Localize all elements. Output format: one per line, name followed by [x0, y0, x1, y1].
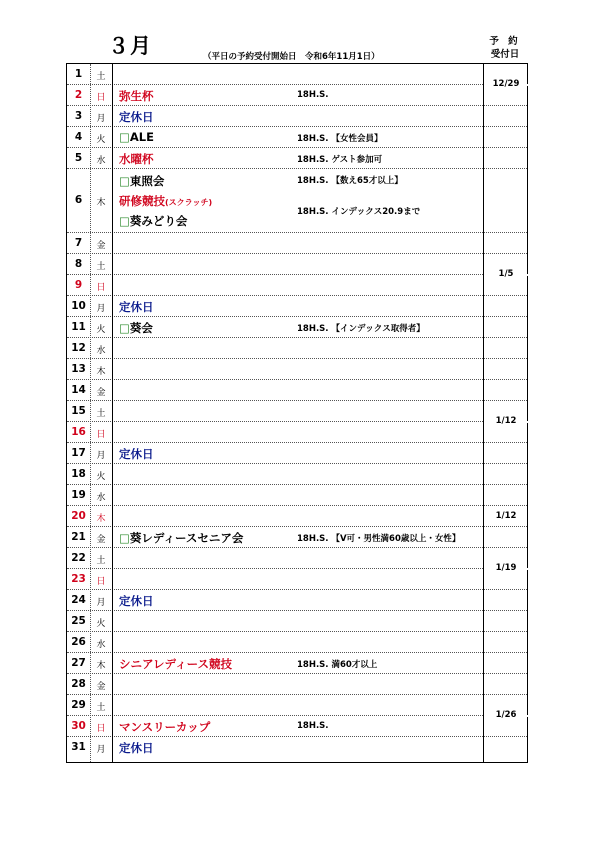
event-name: [119, 213, 187, 229]
event-note: 18H.S. 満60才以上: [297, 659, 378, 670]
checkbox-icon: □: [119, 530, 130, 545]
event-name: [119, 320, 153, 336]
calendar-row: [67, 359, 527, 380]
calendar-row: [67, 548, 527, 569]
calendar-row: [67, 443, 527, 464]
calendar-row: [67, 464, 527, 485]
weekday: 水: [96, 492, 106, 503]
event-note: 18H.S.: [297, 89, 329, 100]
calendar-row: [67, 317, 527, 338]
event-note: 18H.S. 【V可・男性満60歳以上・女性】: [297, 533, 461, 544]
event-label: シニアレディース競技: [119, 656, 233, 671]
event-name: [119, 530, 243, 546]
day-number: 26: [71, 635, 86, 648]
event-label: 葵会: [129, 320, 153, 335]
calendar-row: [67, 127, 527, 148]
booking-start-note: （平日の予約受付開始日 令和6年11月1日）: [203, 52, 380, 62]
calendar-row: [67, 296, 527, 317]
event-sublabel: (スクラッチ): [165, 198, 213, 207]
day-number: 15: [71, 404, 86, 417]
weekday: 日: [96, 723, 106, 734]
day-number: 1: [74, 67, 83, 80]
event-note: 18H.S. 【女性会員】: [297, 133, 383, 144]
day-number: 4: [74, 130, 83, 143]
day-number: 3: [74, 109, 83, 122]
event-note: 18H.S.: [297, 720, 329, 731]
day-number: 24: [71, 593, 86, 606]
weekday: 水: [96, 639, 106, 650]
day-number: 14: [71, 383, 86, 396]
reservation-header-line1: 予 約: [489, 36, 521, 47]
event-label: 定休日: [119, 740, 154, 755]
event-label: 定休日: [119, 109, 154, 124]
weekday: 火: [96, 618, 106, 629]
day-number: 6: [74, 194, 83, 206]
column-divider: [112, 64, 113, 762]
event-name: [119, 740, 154, 756]
weekday: 金: [96, 534, 106, 545]
weekday: 木: [96, 366, 106, 377]
day-number: 25: [71, 614, 86, 627]
calendar-row: [67, 254, 527, 275]
reservation-date: 1/12: [495, 416, 517, 426]
weekday: 月: [96, 113, 106, 124]
calendar-row: [67, 737, 527, 758]
reservation-date: 1/12: [495, 510, 517, 521]
calendar-row: [67, 338, 527, 359]
weekday: 日: [96, 282, 106, 293]
day-number: 7: [74, 236, 83, 249]
event-label: 葵レディースセニア会: [129, 530, 244, 545]
weekday: 木: [96, 198, 106, 208]
calendar-row: [67, 148, 527, 169]
day-number: 12: [71, 341, 86, 354]
day-number: 19: [71, 488, 86, 501]
weekday: 金: [96, 681, 106, 692]
page-title: ３月: [108, 34, 152, 58]
event-name: [119, 446, 154, 462]
day-number: 27: [71, 656, 86, 669]
day-number: 21: [71, 530, 86, 543]
weekday: 火: [96, 471, 106, 482]
calendar-row: [67, 527, 527, 548]
calendar-row: [67, 64, 527, 85]
event-label: 水曜杯: [119, 151, 154, 166]
event-name: [119, 656, 232, 672]
weekday: 土: [96, 408, 106, 419]
event-label: 定休日: [119, 299, 154, 314]
day-number: 20: [71, 509, 86, 522]
calendar-row: [67, 401, 527, 422]
weekday: 月: [96, 450, 106, 461]
checkbox-icon: □: [119, 129, 130, 144]
checkbox-icon: □: [119, 174, 130, 188]
calendar-row: [67, 169, 527, 233]
day-number: 9: [74, 278, 83, 291]
event-name: [119, 130, 154, 144]
event-note: 18H.S. ゲスト参加可: [297, 154, 383, 165]
checkbox-icon: □: [119, 214, 130, 228]
reservation-date: 12/29: [492, 79, 520, 89]
checkbox-icon: □: [119, 320, 130, 335]
weekday: 土: [96, 71, 106, 82]
calendar-row: [67, 716, 527, 737]
weekday: 月: [96, 303, 106, 314]
reservation-date: 1/26: [495, 710, 517, 720]
column-divider: [483, 64, 484, 762]
day-number: 16: [71, 425, 86, 438]
event-label: 研修競技: [119, 194, 165, 208]
event-name: [119, 88, 154, 104]
weekday: 土: [96, 702, 106, 713]
calendar-row: [67, 275, 527, 296]
event-name: [119, 173, 164, 189]
event-label: マンスリーカップ: [119, 719, 211, 734]
weekday: 金: [96, 387, 106, 398]
weekday: 火: [96, 134, 106, 145]
event-note: 18H.S. 【インデックス取得者】: [297, 323, 425, 334]
event-name: [119, 299, 154, 315]
calendar-row: [67, 569, 527, 590]
column-divider: [90, 64, 91, 762]
day-number: 10: [71, 299, 86, 312]
event-name: [119, 593, 154, 609]
weekday: 土: [96, 555, 106, 566]
weekday: 木: [96, 660, 106, 671]
weekday: 日: [96, 576, 106, 587]
reservation-date: 1/19: [495, 563, 517, 573]
day-number: 17: [71, 446, 86, 459]
event-name: [119, 109, 154, 125]
event-name: [119, 151, 154, 167]
calendar-row: [67, 106, 527, 127]
calendar-row: [67, 632, 527, 653]
weekday: 月: [96, 744, 106, 755]
calendar-row: [67, 695, 527, 716]
weekday: 土: [96, 261, 106, 272]
event-note: 18H.S. インデックス20.9まで: [297, 207, 421, 217]
weekday: 木: [96, 513, 106, 524]
calendar-row: [67, 485, 527, 506]
day-number: 5: [74, 151, 83, 164]
day-number: 2: [74, 88, 83, 101]
weekday: 日: [96, 429, 106, 440]
weekday: 金: [96, 240, 106, 251]
calendar-row: [67, 611, 527, 632]
day-number: 13: [71, 362, 86, 375]
event-label: 弥生杯: [119, 88, 154, 103]
calendar-row: [67, 674, 527, 695]
weekday: 水: [96, 155, 106, 166]
event-note: 18H.S. 【数え65才以上】: [297, 176, 403, 186]
weekday: 日: [96, 92, 106, 103]
calendar-row: [67, 506, 527, 527]
day-number: 23: [71, 572, 86, 585]
calendar-row: [67, 590, 527, 611]
event-label: 定休日: [119, 446, 154, 461]
day-number: 22: [71, 551, 86, 564]
calendar-grid: [66, 63, 528, 763]
weekday: 水: [96, 345, 106, 356]
reservation-header-line2: 受付日: [490, 49, 520, 60]
day-number: 30: [71, 719, 86, 732]
calendar-row: [67, 380, 527, 401]
reservation-date: 1/5: [498, 269, 514, 279]
event-label: 東照会: [129, 174, 165, 188]
day-number: 11: [71, 320, 86, 333]
calendar-row: [67, 85, 527, 106]
event-label: 葵みどり会: [129, 214, 188, 228]
day-number: 31: [71, 740, 86, 753]
event-label: 定休日: [119, 593, 154, 608]
weekday: 月: [96, 597, 106, 608]
day-number: 18: [71, 467, 86, 480]
day-number: 28: [71, 677, 86, 690]
day-number: 8: [74, 257, 83, 270]
weekday: 火: [96, 324, 106, 335]
calendar-row: [67, 653, 527, 674]
day-number: 29: [71, 698, 86, 711]
event-name: [119, 193, 212, 209]
event-label: ALE: [129, 129, 154, 144]
calendar-row: [67, 233, 527, 254]
event-name: [119, 719, 210, 735]
calendar-row: [67, 422, 527, 443]
